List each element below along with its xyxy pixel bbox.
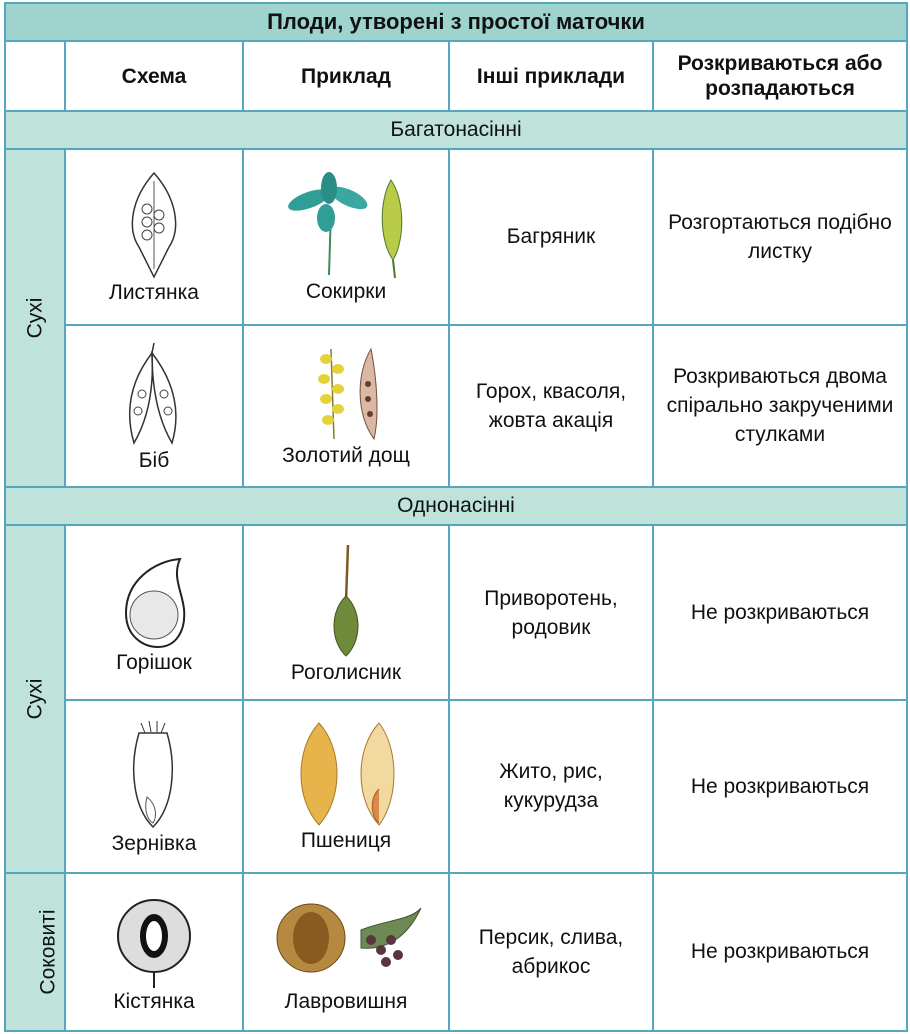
scheme-cell bbox=[65, 325, 243, 487]
scheme-cell bbox=[65, 873, 243, 1031]
example-cell bbox=[243, 700, 449, 872]
other-examples-cell: Жито, рис, кукурудза bbox=[449, 700, 653, 872]
side-label-juicy: Соковиті bbox=[5, 873, 65, 1031]
header-example: Приклад bbox=[243, 41, 449, 111]
other-examples-cell: Персик, слива, абрикос bbox=[449, 873, 653, 1031]
example-cell bbox=[243, 149, 449, 324]
example-label: Пшениця bbox=[300, 829, 392, 853]
group-one-seeded: Однонасінні bbox=[5, 487, 907, 525]
scheme-cell bbox=[65, 525, 243, 700]
opens-cell: Не розкриваються bbox=[653, 525, 907, 700]
scheme-cell bbox=[65, 700, 243, 872]
scheme-label: Зернівка bbox=[111, 831, 197, 855]
example-label: Роголисник bbox=[290, 660, 402, 684]
example-cell bbox=[243, 873, 449, 1031]
example-cell bbox=[243, 525, 449, 700]
other-examples-cell: Приворотень, родовик bbox=[449, 525, 653, 700]
side-label-dry-2: Сухі bbox=[5, 525, 65, 873]
other-examples-cell: Горох, квасоля, жовта акація bbox=[449, 325, 653, 487]
follicle-scheme-icon bbox=[119, 169, 189, 281]
caryopsis-scheme-icon bbox=[119, 717, 189, 832]
hornwort-fruit-illustration-icon bbox=[316, 541, 376, 661]
header-scheme: Схема bbox=[65, 41, 243, 111]
larkspur-illustration-icon bbox=[271, 170, 421, 280]
cherry-laurel-illustration-icon bbox=[266, 890, 426, 990]
side-label-dry-1: Сухі bbox=[5, 149, 65, 487]
scheme-label: Біб bbox=[138, 448, 170, 472]
legume-scheme-icon bbox=[114, 339, 194, 449]
example-label: Сокирки bbox=[305, 279, 387, 303]
table-title: Плоди, утворені з простої маточки bbox=[5, 3, 907, 41]
scheme-cell bbox=[65, 149, 243, 324]
drupe-scheme-icon bbox=[114, 890, 194, 990]
scheme-label: Кістянка bbox=[113, 989, 195, 1013]
nutlet-scheme-icon bbox=[114, 551, 194, 651]
opens-cell: Не розкриваються bbox=[653, 873, 907, 1031]
fruit-table-container bbox=[4, 2, 906, 1032]
example-label: Лавровишня bbox=[284, 989, 408, 1013]
opens-cell: Розкриваються двома спірально закрученими стулками bbox=[653, 325, 907, 487]
scheme-label: Листянка bbox=[109, 280, 199, 304]
fruit-table bbox=[4, 2, 908, 1032]
header-opens: Розкриваються або розпадаються bbox=[653, 41, 907, 111]
other-examples-cell: Багряник bbox=[449, 149, 653, 324]
header-empty-cell bbox=[5, 41, 65, 111]
laburnum-illustration-icon bbox=[276, 344, 416, 444]
header-other-examples: Інші приклади bbox=[449, 41, 653, 111]
example-cell bbox=[243, 325, 449, 487]
group-many-seeded: Багатонасінні bbox=[5, 111, 907, 149]
example-label: Золотий дощ bbox=[282, 443, 410, 467]
opens-cell: Розгортаються подібно листку bbox=[653, 149, 907, 324]
wheat-grain-illustration-icon bbox=[281, 719, 411, 829]
opens-cell: Не розкриваються bbox=[653, 700, 907, 872]
scheme-label: Горішок bbox=[116, 650, 192, 674]
